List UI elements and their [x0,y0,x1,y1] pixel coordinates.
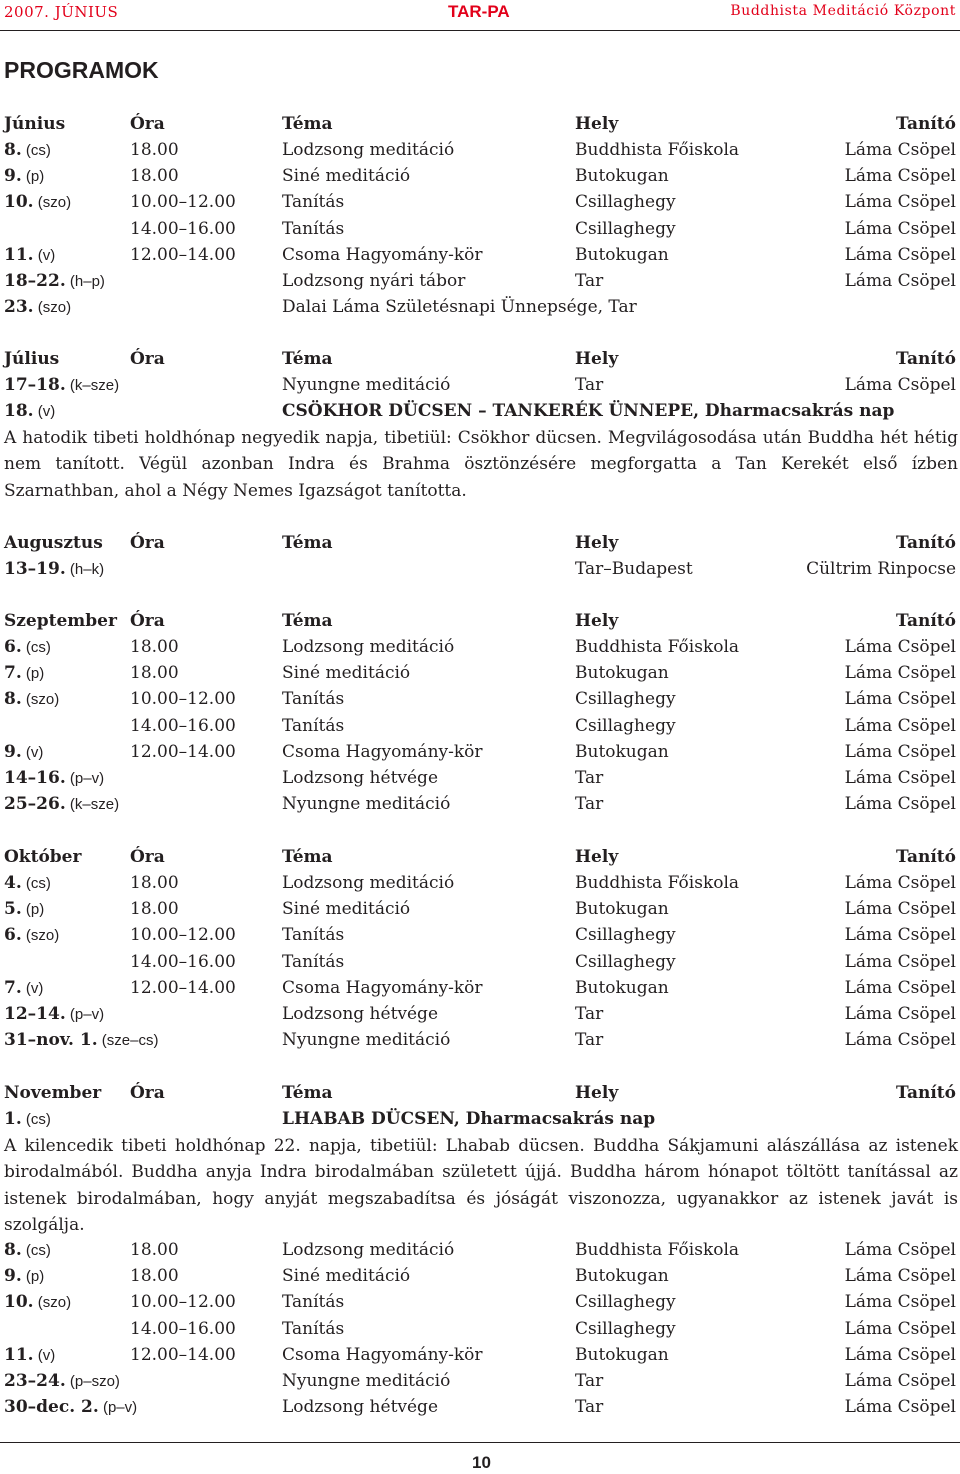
teacher-cell: Láma Csöpel [844,1240,956,1260]
date-number: 9. [4,1266,22,1287]
teacher-cell: Láma Csöpel [844,977,956,998]
teacher-cell: Láma Csöpel [844,873,956,893]
time-column-header: Óra [130,1083,165,1103]
weekday: (p–v) [98,1399,138,1417]
date-cell [4,1237,51,1264]
weekday: (p–v) [65,1006,105,1023]
schedule-row [0,372,960,398]
date-cell [4,975,43,1002]
time-cell: 18.00 [130,1240,179,1260]
schedule-row [0,556,960,582]
date-cell [4,1289,71,1316]
time-cell: 10.00–12.00 [130,192,236,213]
place-cell: Tar–Budapest [575,559,693,579]
schedule-row [0,189,960,215]
topic-cell: Csoma Hagyomány-kör [282,741,483,762]
time-column-header: Óra [130,611,165,631]
schedule-row [0,1342,960,1368]
date-number: 7. [4,977,22,998]
place-cell: Butokugan [575,1266,669,1287]
schedule-row [0,975,960,1001]
date-cell [4,163,44,190]
weekday: (v) [33,403,56,420]
teacher-cell: Láma Csöpel [844,375,956,395]
weekday: (k–sze) [65,377,120,394]
schedule-row [0,1263,960,1289]
date-cell [4,556,104,583]
topic-column-header: Téma [282,349,333,369]
teacher-cell: Láma Csöpel [844,794,956,815]
date-number: 10. [4,1292,34,1313]
date-cell [4,137,51,164]
date-number: 13–19. [4,559,66,579]
date-number: 30–dec. 2. [4,1397,99,1418]
topic-cell: Nyungne meditáció [282,794,451,815]
place-cell: Csillaghegy [575,218,676,239]
time-cell: 12.00–14.00 [130,741,236,762]
teacher-cell: Láma Csöpel [844,951,956,972]
time-column-header: Óra [130,349,165,369]
topic-column-header: Téma [282,114,333,134]
schedule-row [0,163,960,189]
time-cell: 14.00–16.00 [130,715,236,736]
place-cell: Csillaghegy [575,192,676,213]
place-cell: Tar [575,1397,604,1418]
place-column-header: Hely [575,349,619,369]
time-cell: 18.00 [130,140,179,160]
place-column-header: Hely [575,611,619,631]
date-number: 17–18. [4,375,66,395]
schedule-row [0,896,960,922]
topic-cell: Siné meditáció [282,1266,411,1287]
teacher-cell: Cültrim Rinpocse [806,559,956,579]
weekday: (p) [21,168,45,186]
place-cell: Csillaghegy [575,689,676,710]
place-cell: Csillaghegy [575,925,676,946]
place-cell: Csillaghegy [575,1292,676,1313]
place-cell: Buddhista Főiskola [575,1240,740,1260]
issue-date: 2007. JÚNIUS [4,3,119,21]
topic-cell: Siné meditáció [282,166,411,187]
date-cell [4,686,59,713]
weekday: (szo) [33,194,72,212]
weekday: (p) [21,901,45,919]
teacher-cell: Láma Csöpel [844,1030,956,1051]
month-header-row [0,346,960,372]
topic-cell: Csoma Hagyomány-kör [282,1344,483,1365]
place-column-header: Hely [575,847,619,867]
teacher-cell: Láma Csöpel [844,1344,956,1365]
date-cell [4,398,55,425]
topic-cell: Lodzsong meditáció [282,637,455,657]
date-number: 31–nov. 1. [4,1030,98,1051]
date-number: 5. [4,899,22,920]
date-cell [4,1368,120,1395]
page-number: 10 [472,1453,491,1472]
teacher-cell: Láma Csöpel [844,192,956,213]
schedule-row [0,1394,960,1420]
date-cell [4,634,51,661]
schedule-row [0,686,960,712]
date-number: 11. [4,244,34,265]
date-cell [4,765,104,792]
holiday-row [0,1106,960,1132]
place-cell: Butokugan [575,244,669,265]
topic-cell: Tanítás [282,218,345,239]
date-cell [4,922,59,949]
weekday: (v) [21,979,44,997]
date-cell [4,1106,51,1133]
place-cell: Tar [575,1030,604,1051]
topic-cell: Tanítás [282,715,345,736]
weekday: (szo) [21,927,60,945]
month-label: Június [4,114,66,134]
place-cell: Tar [575,375,604,395]
place-cell: Butokugan [575,741,669,762]
date-cell [4,372,119,399]
topic-cell: Lodzsong hétvége [282,768,439,788]
time-cell: 12.00–14.00 [130,244,236,265]
place-cell: Csillaghegy [575,951,676,972]
time-cell: 10.00–12.00 [130,1292,236,1313]
date-number: 1. [4,1109,22,1129]
month-label: Október [4,847,82,867]
place-cell: Buddhista Főiskola [575,140,740,160]
time-cell: 18.00 [130,899,179,920]
date-cell [4,739,43,766]
schedule-row [0,1289,960,1315]
month-label: Szeptember [4,611,117,631]
holiday-description: A hatodik tibeti holdhónap negyedik napja, tibetiül: Csökhor dücsen. Megvilágosodása után Buddha hét hétig nem tanított. Végül azonban Indra és Brahma ösztönzésére megforgatta a Tan Kerekét első ízben Szarnathban, ahol a Négy Nemes Igazságot tanította. [4,428,958,501]
place-column-header: Hely [575,533,619,553]
topic-cell: Lodzsong nyári tábor [282,271,466,291]
teacher-cell: Láma Csöpel [844,1397,956,1418]
place-cell: Tar [575,1004,604,1024]
teacher-cell: Láma Csöpel [844,741,956,762]
weekday: (szo) [33,1294,72,1312]
weekday: (p) [21,665,45,683]
topic-cell: Lodzsong meditáció [282,1240,455,1260]
date-cell [4,294,71,321]
teacher-column-header: Tanító [895,1083,956,1103]
place-cell: Butokugan [575,899,669,920]
topic-cell: Nyungne meditáció [282,1030,451,1051]
month-header-row [0,1080,960,1106]
teacher-cell: Láma Csöpel [844,1266,956,1287]
schedule-row [0,1001,960,1027]
weekday: (cs) [21,142,51,159]
date-number: 9. [4,166,22,187]
time-cell: 18.00 [130,1266,179,1287]
topic-cell: Csoma Hagyomány-kör [282,244,483,265]
date-number: 6. [4,925,22,946]
time-cell: 14.00–16.00 [130,218,236,239]
place-cell: Csillaghegy [575,715,676,736]
teacher-cell: Láma Csöpel [844,715,956,736]
date-cell [4,870,51,897]
weekday: (cs) [21,875,51,892]
page-header [0,0,960,31]
time-cell: 18.00 [130,873,179,893]
time-column-header: Óra [130,533,165,553]
topic-column-header: Téma [282,1083,333,1103]
page-title: PROGRAMOK [4,57,159,83]
topic-cell: Tanítás [282,1318,345,1339]
month-label: Augusztus [4,533,103,553]
publication-title: TAR-PA [448,2,510,21]
date-number: 14–16. [4,768,66,788]
teacher-column-header: Tanító [895,847,956,867]
weekday: (szo) [21,691,60,709]
topic-cell: Tanítás [282,1292,345,1313]
place-cell: Tar [575,1371,604,1391]
month-header-row [0,844,960,870]
date-number: 12–14. [4,1004,66,1024]
schedule-row [0,268,960,294]
teacher-cell: Láma Csöpel [844,1371,956,1391]
teacher-cell: Láma Csöpel [844,663,956,684]
date-number: 10. [4,192,34,213]
weekday: (szo) [33,299,72,317]
topic-cell: Siné meditáció [282,899,411,920]
date-number: 8. [4,1240,22,1260]
date-cell [4,1342,55,1369]
date-number: 7. [4,663,22,684]
schedule-row [0,765,960,791]
month-header-row [0,111,960,137]
teacher-cell: Láma Csöpel [844,899,956,920]
weekday: (p) [21,1268,45,1286]
schedule-row [0,1368,960,1394]
teacher-column-header: Tanító [895,114,956,134]
topic-cell: Lodzsong hétvége [282,1004,439,1024]
weekday: (sze–cs) [97,1032,159,1050]
date-number: 4. [4,873,22,893]
weekday: (v) [33,246,56,264]
schedule-row [0,660,960,686]
place-cell: Csillaghegy [575,1318,676,1339]
topic-cell: Siné meditáció [282,663,411,684]
weekday: (h–k) [65,561,105,578]
date-cell [4,242,55,269]
place-cell: Butokugan [575,663,669,684]
time-cell: 18.00 [130,166,179,187]
weekday: (v) [33,1346,56,1364]
schedule-row [0,137,960,163]
teacher-cell: Láma Csöpel [844,271,956,291]
weekday: (p–v) [65,770,105,787]
holiday-description: A kilencedik tibeti holdhónap 22. napja, tibetiül: Lhabab dücsen. Buddha Sákjamuni alászállása az istenek birodalmából. Buddha anyja Indra birodalmában született újjá. Buddha három hónapot töltött tanítással az istenek birodalmában, hogy anyját megszabadítsa és jóságát viszonozza, ugyanakkor az istenek javát is szolgálja. [4,1136,958,1235]
teacher-column-header: Tanító [895,349,956,369]
weekday: (cs) [21,1242,51,1259]
schedule-row [0,870,960,896]
topic-cell: Tanítás [282,192,345,213]
weekday: (cs) [21,639,51,656]
teacher-cell: Láma Csöpel [844,1318,956,1339]
topic-cell: Lodzsong hétvége [282,1397,439,1418]
teacher-cell: Láma Csöpel [844,244,956,265]
schedule-row [0,634,960,660]
topic-cell: Tanítás [282,951,345,972]
teacher-cell: Láma Csöpel [844,1292,956,1313]
teacher-column-header: Tanító [895,533,956,553]
topic-cell: Dalai Láma Születésnapi Ünnepsége, Tar [282,297,637,318]
schedule-row [0,1316,960,1342]
month-label: November [4,1083,102,1103]
time-cell: 14.00–16.00 [130,1318,236,1339]
teacher-cell: Láma Csöpel [844,218,956,239]
place-column-header: Hely [575,114,619,134]
schedule-row [0,1027,960,1053]
place-cell: Buddhista Főiskola [575,873,740,893]
topic-column-header: Téma [282,533,333,553]
date-cell [4,1394,137,1421]
date-number: 8. [4,689,22,710]
schedule-row [0,791,960,817]
teacher-cell: Láma Csöpel [844,140,956,160]
place-cell: Butokugan [575,977,669,998]
weekday: (p–szo) [65,1373,120,1390]
teacher-cell: Láma Csöpel [844,637,956,657]
publisher-name: Buddhista Meditáció Központ [730,3,956,19]
weekday: (cs) [21,1111,51,1128]
topic-cell: Lodzsong meditáció [282,873,455,893]
teacher-cell: Láma Csöpel [844,689,956,710]
date-cell [4,1027,158,1054]
topic-cell: Lodzsong meditáció [282,140,455,160]
time-cell: 18.00 [130,663,179,684]
topic-column-header: Téma [282,611,333,631]
date-number: 25–26. [4,794,66,815]
footer-divider [0,1442,960,1443]
teacher-cell: Láma Csöpel [844,1004,956,1024]
date-number: 9. [4,741,22,762]
month-label: Július [4,349,60,369]
date-cell [4,1263,44,1290]
schedule-row [0,216,960,242]
topic-column-header: Téma [282,847,333,867]
schedule-row [0,242,960,268]
place-cell: Tar [575,794,604,815]
topic-cell: Tanítás [282,925,345,946]
topic-cell: Nyungne meditáció [282,1371,451,1391]
schedule-row [0,713,960,739]
date-cell [4,660,44,687]
teacher-cell: Láma Csöpel [844,166,956,187]
month-header-row [0,530,960,556]
topic-cell: Nyungne meditáció [282,375,451,395]
schedule-row [0,922,960,948]
place-cell: Buddhista Főiskola [575,637,740,657]
place-cell: Butokugan [575,1344,669,1365]
time-cell: 18.00 [130,637,179,657]
place-cell: Tar [575,768,604,788]
time-column-header: Óra [130,847,165,867]
weekday: (h–p) [65,273,105,290]
holiday-title: LHABAB DÜCSEN, Dharmacsakrás nap [282,1109,656,1129]
weekday: (v) [21,743,44,761]
place-cell: Tar [575,271,604,291]
topic-cell: Csoma Hagyomány-kör [282,977,483,998]
month-header-row [0,608,960,634]
date-number: 6. [4,637,22,657]
date-number: 8. [4,140,22,160]
schedule-row [0,1237,960,1263]
teacher-cell: Láma Csöpel [844,925,956,946]
date-number: 11. [4,1344,34,1365]
date-cell [4,189,71,216]
date-number: 18. [4,401,34,421]
time-cell: 12.00–14.00 [130,1344,236,1365]
time-cell: 12.00–14.00 [130,977,236,998]
date-cell [4,791,119,818]
schedule-row [0,949,960,975]
time-cell: 14.00–16.00 [130,951,236,972]
teacher-column-header: Tanító [895,611,956,631]
holiday-row [0,398,960,424]
teacher-cell: Láma Csöpel [844,768,956,788]
schedule-row [0,294,960,320]
topic-cell: Tanítás [282,689,345,710]
date-cell [4,268,105,295]
time-column-header: Óra [130,114,165,134]
date-number: 23–24. [4,1371,66,1391]
date-number: 18–22. [4,271,66,291]
date-number: 23. [4,297,34,318]
schedule-row [0,739,960,765]
time-cell: 10.00–12.00 [130,925,236,946]
time-cell: 10.00–12.00 [130,689,236,710]
holiday-title: CSÖKHOR DÜCSEN – TANKERÉK ÜNNEPE, Dharmacsakrás nap [282,401,895,421]
date-cell [4,1001,104,1028]
place-column-header: Hely [575,1083,619,1103]
date-cell [4,896,44,923]
weekday: (k–sze) [65,796,120,814]
place-cell: Butokugan [575,166,669,187]
